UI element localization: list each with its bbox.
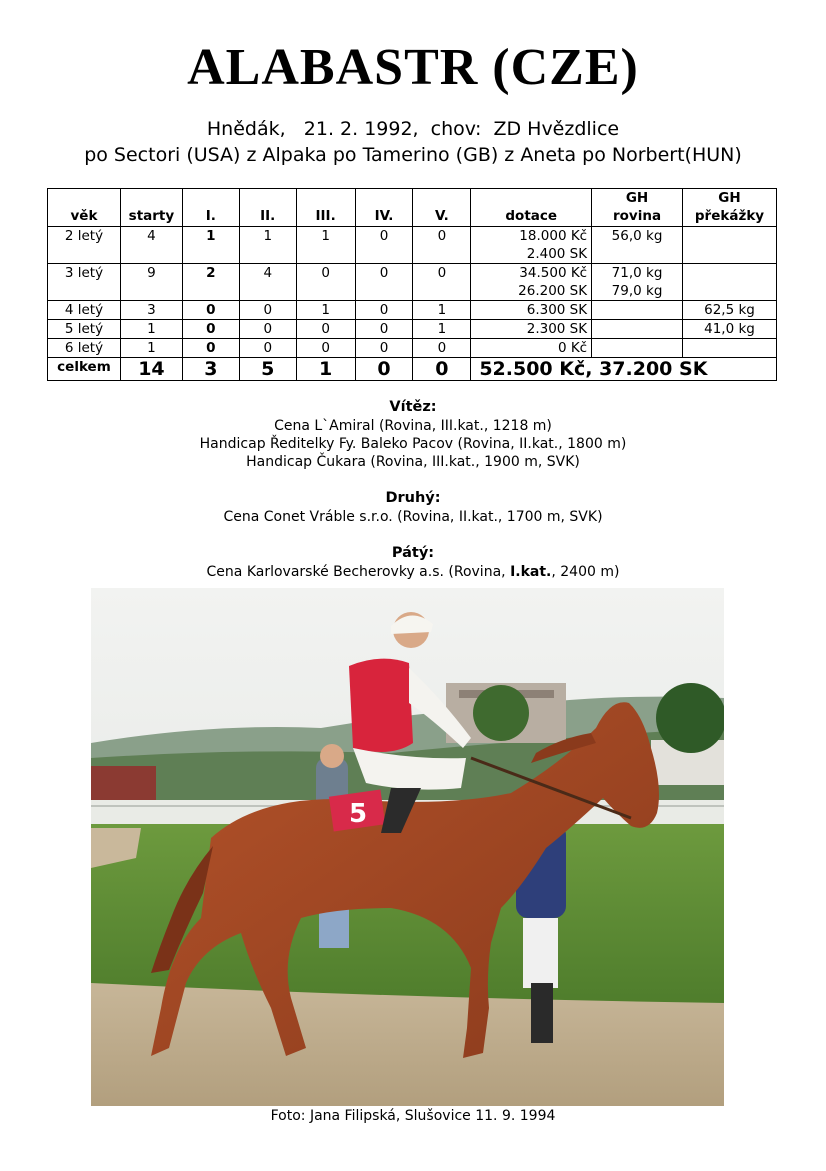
cell-second: 0 <box>239 339 296 358</box>
total-third: 1 <box>296 358 355 381</box>
header-gh-flat <box>592 189 683 227</box>
cell-age: 5 letý <box>48 320 121 339</box>
table-row <box>48 339 777 358</box>
cell-age: 2 letý <box>48 227 121 264</box>
header-gh-jump-1: GH <box>718 190 741 206</box>
cell-second: 4 <box>239 264 296 301</box>
table-row <box>48 301 777 320</box>
table-header-row <box>48 189 777 227</box>
saddle-cloth-number: 5 <box>349 799 368 829</box>
prize-czk: 34.500 Kč <box>519 265 588 281</box>
cell-fourth: 0 <box>355 301 413 320</box>
cell-gh-jump <box>682 227 776 264</box>
header-prize: dotace <box>471 189 592 227</box>
cell-gh-jump: 41,0 kg <box>682 320 776 339</box>
fifth-race-category: I.kat. <box>510 564 552 580</box>
header-fourth: IV. <box>355 189 413 227</box>
header-second: II. <box>239 189 296 227</box>
cell-fifth: 1 <box>413 320 471 339</box>
cell-starts: 1 <box>120 320 182 339</box>
cell-age: 3 letý <box>48 264 121 301</box>
winner-race-3: Handicap Čukara (Rovina, III.kat., 1900 m, SVK) <box>246 454 580 470</box>
horse-name-title: ALABASTR (CZE) <box>187 39 639 96</box>
gh-flat-1: 56,0 kg <box>611 228 663 244</box>
cell-first: 1 <box>182 227 239 264</box>
cell-age: 6 letý <box>48 339 121 358</box>
cell-gh-flat <box>592 264 683 301</box>
table-row <box>48 320 777 339</box>
header-age: věk <box>48 189 121 227</box>
cell-fifth: 0 <box>413 339 471 358</box>
cell-first: 0 <box>182 320 239 339</box>
table-row <box>48 227 777 264</box>
cell-fourth: 0 <box>355 320 413 339</box>
header-gh-jump-2: překážky <box>694 208 765 224</box>
cell-starts: 3 <box>120 301 182 320</box>
total-fourth: 0 <box>355 358 413 381</box>
cell-gh-flat <box>592 320 683 339</box>
total-fifth: 0 <box>413 358 471 381</box>
header-third: III. <box>296 189 355 227</box>
cell-first: 2 <box>182 264 239 301</box>
cell-fourth: 0 <box>355 339 413 358</box>
photo-caption: Foto: Jana Filipská, Slušovice 11. 9. 1994 <box>270 1108 556 1124</box>
cell-third: 1 <box>296 301 355 320</box>
total-prize: 52.500 Kč, 37.200 SK <box>471 358 777 381</box>
cell-gh-flat <box>592 301 683 320</box>
horse-photo <box>91 588 724 1106</box>
cell-third: 0 <box>296 320 355 339</box>
total-first: 3 <box>182 358 239 381</box>
table-total-row <box>48 358 777 381</box>
header-first: I. <box>182 189 239 227</box>
cell-gh-jump: 62,5 kg <box>682 301 776 320</box>
cell-fifth: 1 <box>413 301 471 320</box>
prize-sk: 2.400 SK <box>526 246 588 262</box>
winner-race-1: Cena L`Amiral (Rovina, III.kat., 1218 m) <box>274 418 552 434</box>
second-race-1: Cena Conet Vráble s.r.o. (Rovina, II.kat., 1700 m, SVK) <box>223 509 603 525</box>
header-gh-flat-1: GH <box>625 190 649 206</box>
gh-flat-2: 79,0 kg <box>611 283 663 299</box>
cell-fourth: 0 <box>355 227 413 264</box>
cell-first: 0 <box>182 339 239 358</box>
cell-starts: 9 <box>120 264 182 301</box>
header-gh-flat-2: rovina <box>613 208 662 224</box>
prize-czk: 18.000 Kč <box>519 228 588 244</box>
cell-third: 0 <box>296 264 355 301</box>
cell-fifth: 0 <box>413 227 471 264</box>
winner-heading: Vítěz: <box>389 399 437 415</box>
cell-second: 0 <box>239 320 296 339</box>
gh-flat-1: 71,0 kg <box>611 265 663 281</box>
cell-fifth: 0 <box>413 264 471 301</box>
pedigree-line: po Sectori (USA) z Alpaka po Tamerino (GB) z Aneta po Norbert(HUN) <box>84 144 742 166</box>
cell-gh-flat <box>592 227 683 264</box>
cell-starts: 4 <box>120 227 182 264</box>
total-starts: 14 <box>120 358 182 381</box>
total-second: 5 <box>239 358 296 381</box>
header-starts: starty <box>120 189 182 227</box>
fifth-race-1 <box>0 564 826 580</box>
winner-race-2: Handicap Ředitelky Fy. Baleko Pacov (Rovina, II.kat., 1800 m) <box>199 436 627 452</box>
cell-starts: 1 <box>120 339 182 358</box>
cell-prize: 6.300 SK <box>471 301 592 320</box>
cell-gh-flat <box>592 339 683 358</box>
race-statistics-table <box>47 188 777 381</box>
horse-photo-illustration <box>91 588 724 1106</box>
cell-prize: 2.300 SK <box>471 320 592 339</box>
cell-first: 0 <box>182 301 239 320</box>
cell-third: 0 <box>296 339 355 358</box>
cell-prize <box>471 264 592 301</box>
cell-third: 1 <box>296 227 355 264</box>
cell-second: 1 <box>239 227 296 264</box>
cell-age: 4 letý <box>48 301 121 320</box>
fifth-heading: Pátý: <box>391 545 435 561</box>
cell-gh-jump <box>682 339 776 358</box>
second-heading: Druhý: <box>385 490 441 506</box>
table-row <box>48 264 777 301</box>
cell-second: 0 <box>239 301 296 320</box>
cell-fourth: 0 <box>355 264 413 301</box>
fifth-race-prefix: Cena Karlovarské Becherovky a.s. (Rovina, <box>206 564 511 580</box>
header-gh-jump <box>682 189 776 227</box>
cell-prize: 0 Kč <box>471 339 592 358</box>
cell-prize <box>471 227 592 264</box>
fifth-race-suffix: , 2400 m) <box>551 564 620 580</box>
prize-sk: 26.200 SK <box>518 283 588 299</box>
cell-gh-jump <box>682 264 776 301</box>
header-fifth: V. <box>413 189 471 227</box>
horse-details-line: Hnědák, 21. 2. 1992, chov: ZD Hvězdlice <box>206 118 620 140</box>
total-label: celkem <box>48 358 121 381</box>
